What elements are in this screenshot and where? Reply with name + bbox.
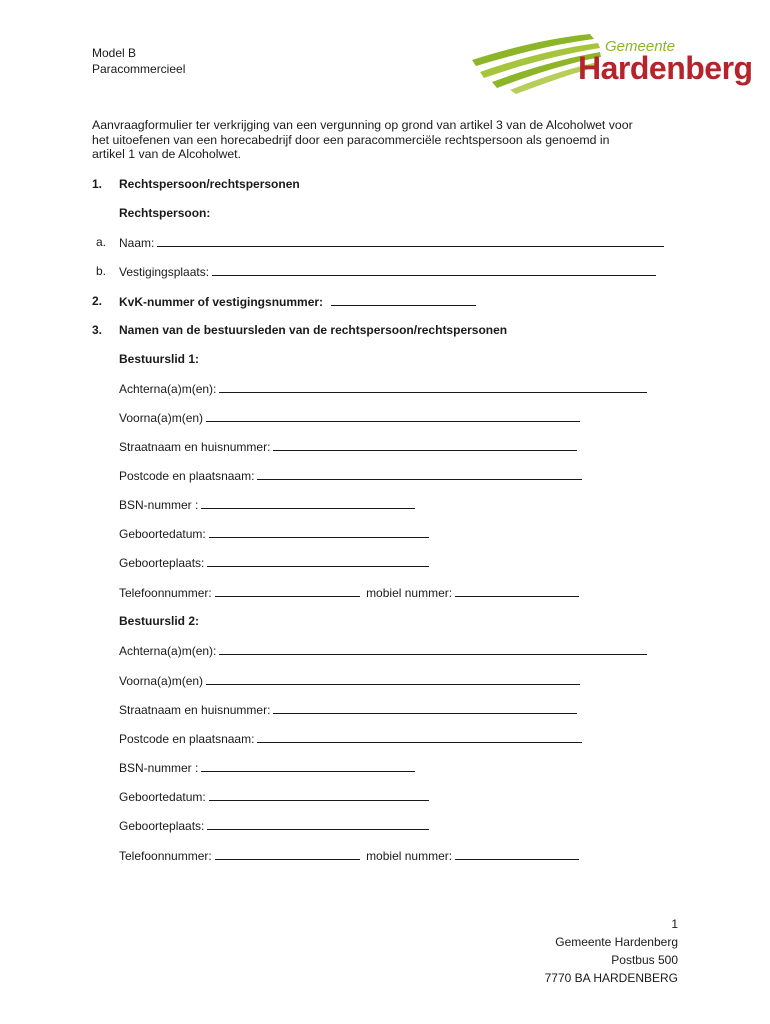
board1-street-row [119, 439, 577, 454]
board2-firstname-input-line[interactable] [206, 673, 580, 685]
phone-label: Telefoonnummer: [119, 586, 212, 600]
section1-number: 1. [92, 177, 103, 191]
footer-org: Gemeente Hardenberg [555, 935, 678, 949]
board1-street-input-line[interactable] [273, 439, 577, 451]
board2-bsn-input-line[interactable] [201, 760, 415, 772]
footer-postbus: Postbus 500 [611, 953, 678, 967]
vestigingsplaats-field-row [119, 264, 656, 279]
board2-mobile-input-line[interactable] [455, 848, 579, 860]
bsn-label: BSN-nummer : [119, 761, 199, 775]
board1-mobile-input-line[interactable] [455, 585, 579, 597]
section3-title: Namen van de bestuursleden van de rechtspersoon/rechtspersonen [119, 323, 508, 337]
kvk-label: KvK-nummer of vestigingsnummer: [119, 295, 324, 309]
postcode-label: Postcode en plaatsnaam: [119, 469, 255, 483]
board1-phone-row [119, 585, 579, 600]
item-a-label: a. [96, 235, 107, 249]
kvk-field-row [119, 294, 476, 309]
logo-hardenberg-text: Hardenberg [578, 50, 753, 86]
naam-field-row [119, 235, 664, 250]
intro-line: Aanvraagformulier ter verkrijging van een vergunning op grond van artikel 3 van de Alcoholwet voor [92, 118, 633, 132]
section1-title: Rechtspersoon/rechtspersonen [119, 177, 300, 191]
board1-dob-row [119, 526, 429, 541]
bsn-label: BSN-nummer : [119, 498, 199, 512]
section1-subtitle: Rechtspersoon: [119, 206, 211, 220]
page-number: 1 [671, 917, 678, 931]
phone-label: Telefoonnummer: [119, 849, 212, 863]
dob-label: Geboortedatum: [119, 527, 206, 541]
street-label: Straatnaam en huisnummer: [119, 703, 271, 717]
section2-number: 2. [92, 294, 103, 308]
model-label: Model B [92, 46, 137, 60]
board2-title: Bestuurslid 2: [119, 614, 200, 628]
vestigingsplaats-label: Vestigingsplaats: [119, 265, 210, 279]
board2-postcode-input-line[interactable] [257, 731, 582, 743]
surname-label: Achterna(a)m(en): [119, 644, 217, 658]
intro-line: artikel 1 van de Alcoholwet. [92, 147, 242, 161]
board1-pob-input-line[interactable] [207, 555, 429, 567]
board2-surname-row [119, 643, 647, 658]
section3-number: 3. [92, 323, 103, 337]
board2-phone-input-line[interactable] [215, 848, 360, 860]
mobile-label: mobiel nummer: [366, 849, 453, 863]
board1-surname-row [119, 381, 647, 396]
intro-paragraph [92, 118, 692, 162]
pob-label: Geboorteplaats: [119, 819, 205, 833]
board1-bsn-row [119, 497, 415, 512]
board1-bsn-input-line[interactable] [201, 497, 415, 509]
board2-dob-row [119, 789, 429, 804]
board1-firstname-input-line[interactable] [206, 410, 580, 422]
firstname-label: Voorna(a)m(en) [119, 674, 204, 688]
board1-phone-input-line[interactable] [215, 585, 360, 597]
kvk-input-line[interactable] [331, 294, 476, 306]
board1-firstname-row [119, 410, 580, 425]
page-footer [545, 915, 678, 987]
intro-line: het uitoefenen van een horecabedrijf door een paracommerciële rechtspersoon als genoemd in [92, 132, 610, 147]
naam-input-line[interactable] [157, 235, 664, 247]
street-label: Straatnaam en huisnummer: [119, 440, 271, 454]
board2-pob-row [119, 818, 429, 833]
board1-dob-input-line[interactable] [209, 526, 429, 538]
board2-dob-input-line[interactable] [209, 789, 429, 801]
board2-surname-input-line[interactable] [219, 643, 647, 655]
board1-title: Bestuurslid 1: [119, 352, 200, 366]
naam-label: Naam: [119, 236, 155, 250]
board1-surname-input-line[interactable] [219, 381, 647, 393]
board2-firstname-row [119, 673, 580, 688]
board2-postcode-row [119, 731, 582, 746]
board2-pob-input-line[interactable] [207, 818, 429, 830]
item-b-label: b. [96, 264, 107, 278]
surname-label: Achterna(a)m(en): [119, 382, 217, 396]
board2-street-input-line[interactable] [273, 702, 577, 714]
board1-postcode-row [119, 468, 582, 483]
dob-label: Geboortedatum: [119, 790, 206, 804]
mobile-label: mobiel nummer: [366, 586, 453, 600]
board1-postcode-input-line[interactable] [257, 468, 582, 480]
board2-bsn-row [119, 760, 415, 775]
pob-label: Geboorteplaats: [119, 556, 205, 570]
firstname-label: Voorna(a)m(en) [119, 411, 204, 425]
board2-street-row [119, 702, 577, 717]
board2-phone-row [119, 848, 579, 863]
footer-address: 7770 BA HARDENBERG [544, 971, 678, 985]
logo-gemeente-text: Gemeente [605, 38, 676, 55]
model-subtitle: Paracommercieel [92, 62, 186, 76]
board1-pob-row [119, 555, 429, 570]
vestigingsplaats-input-line[interactable] [212, 264, 656, 276]
postcode-label: Postcode en plaatsnaam: [119, 732, 255, 746]
